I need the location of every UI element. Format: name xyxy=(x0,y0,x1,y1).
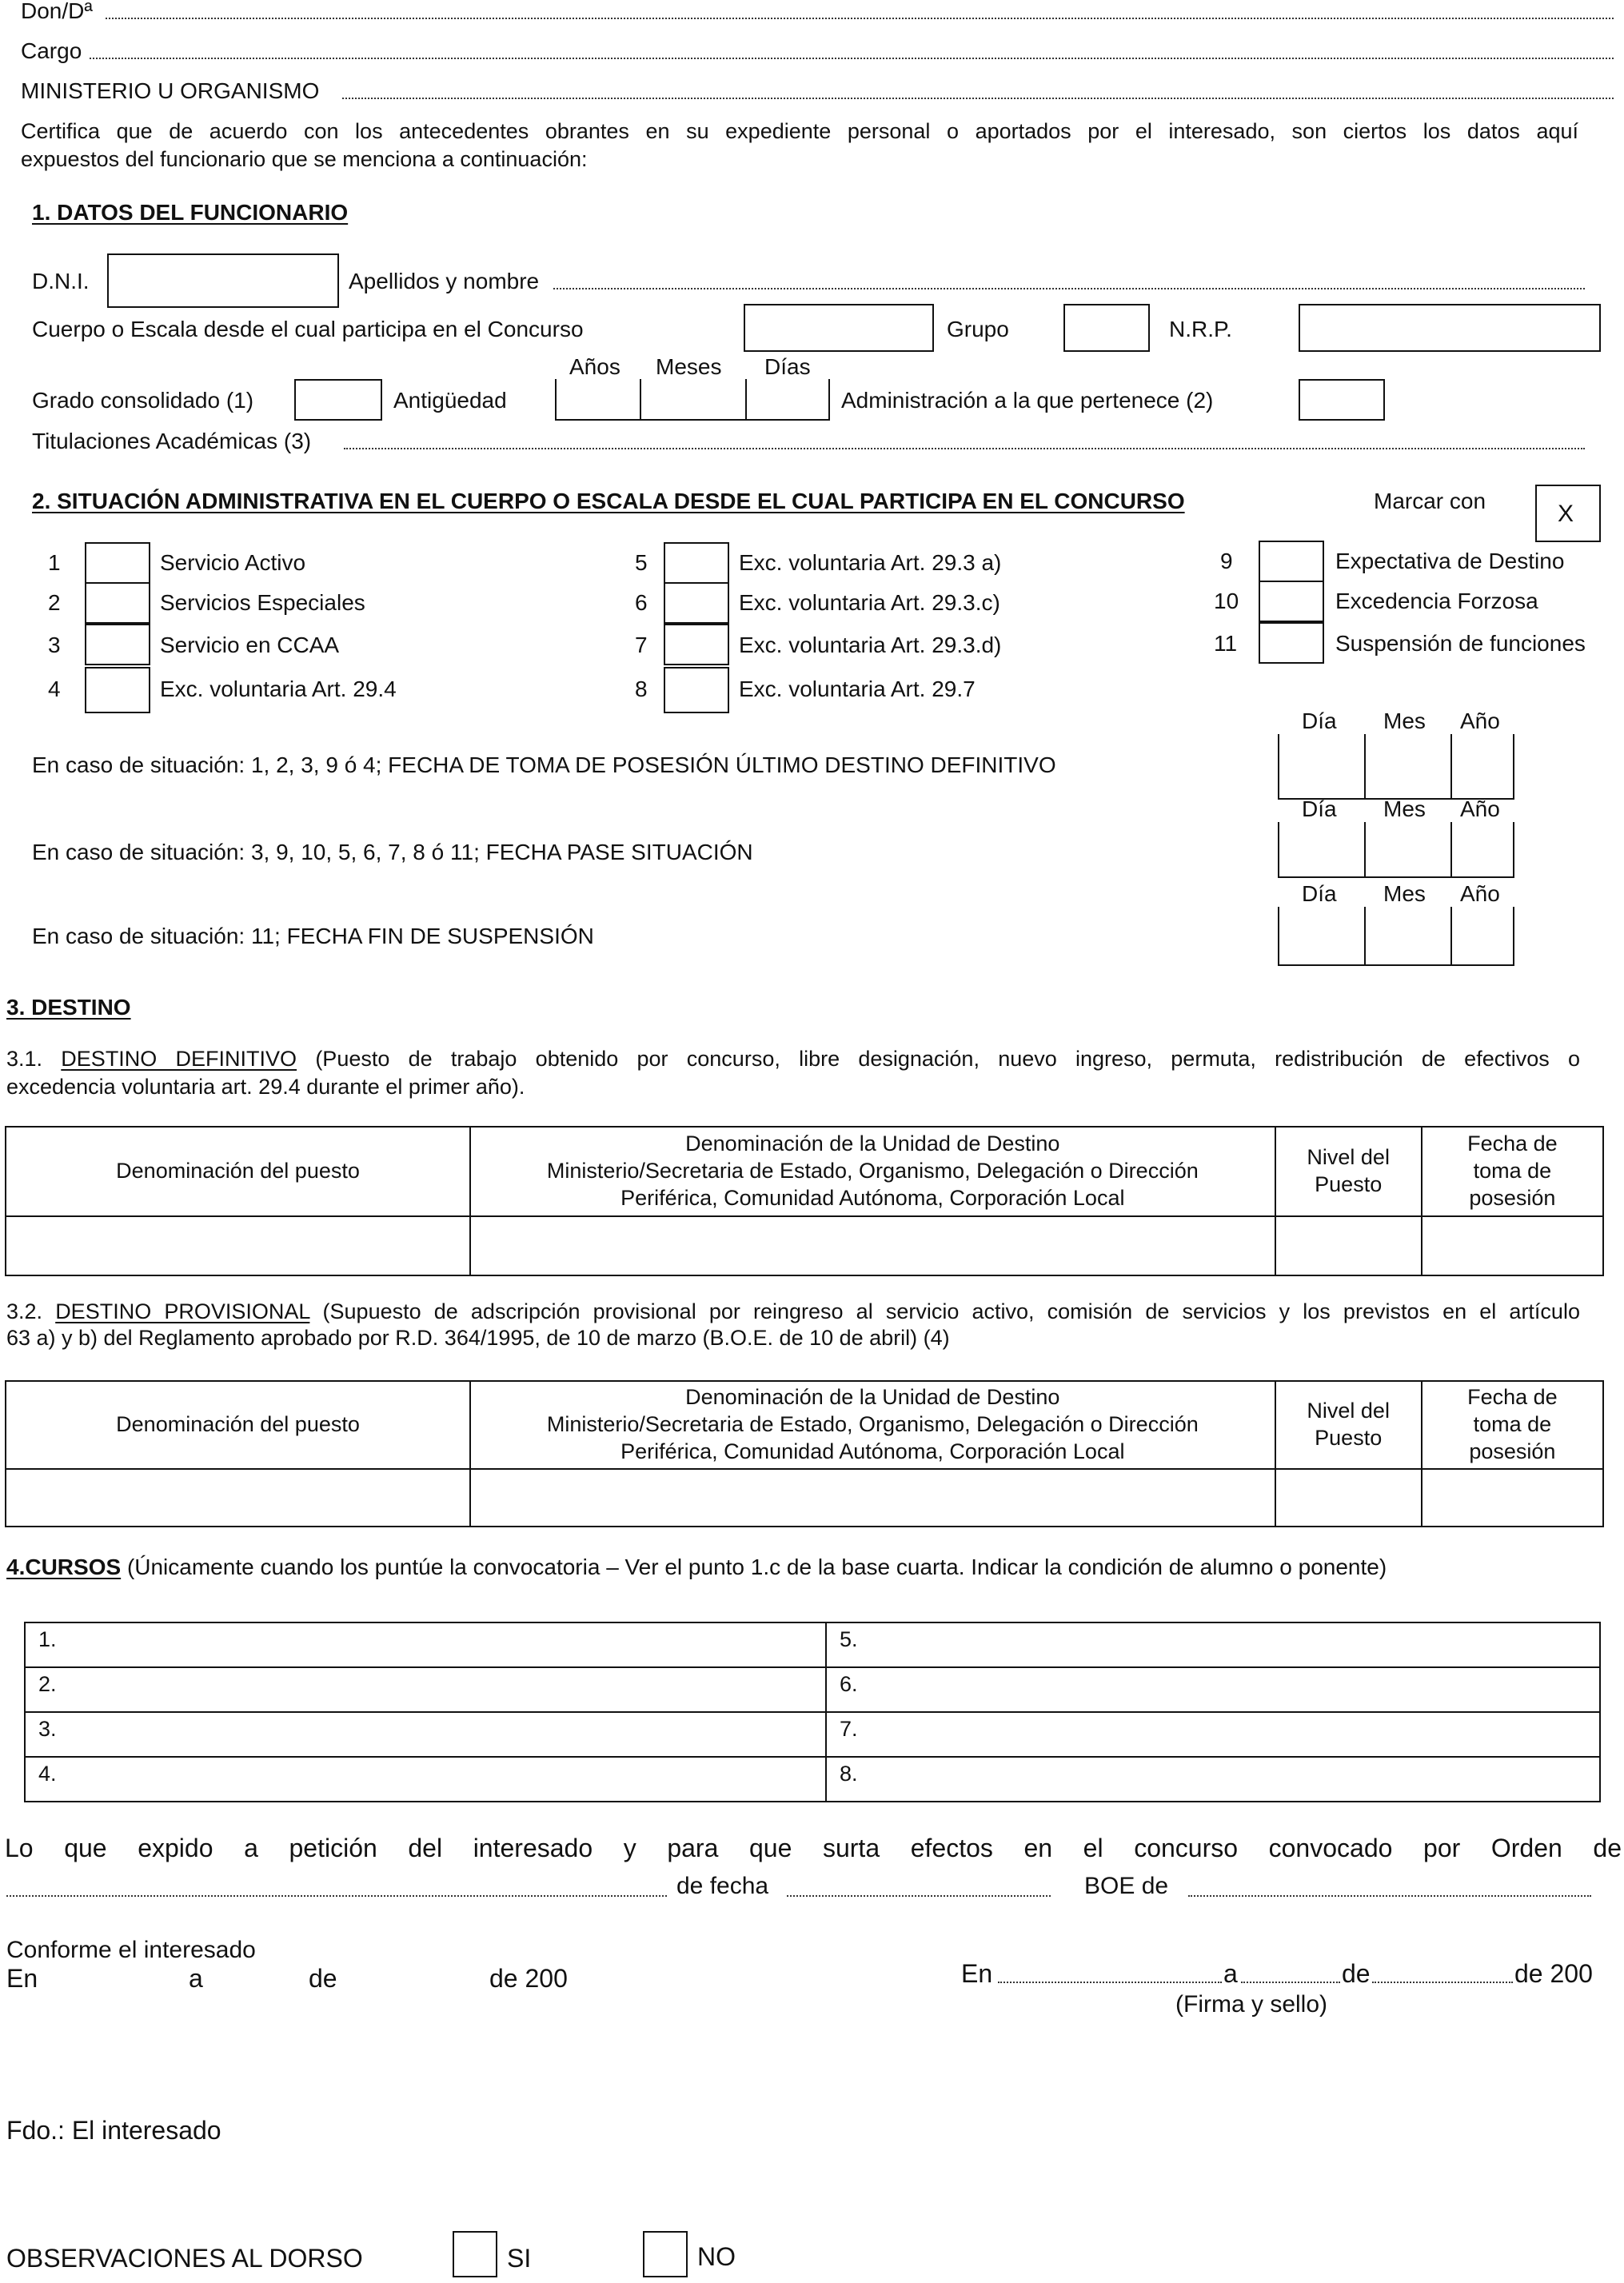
curso-4-cell[interactable]: 4. xyxy=(25,1757,826,1802)
curso-8-cell[interactable]: 8. xyxy=(826,1757,1600,1802)
destino-provisional-line-1: 3.2. DESTINO PROVISIONAL (Supuesto de adscripción provisional por reingreso al servicio activo, comisión de servicios y los previstos en el artículo xyxy=(6,1299,1580,1323)
definitivo-unidad-cell[interactable] xyxy=(470,1216,1275,1275)
fecha3-bracket-sep2 xyxy=(1450,907,1452,966)
no-label: NO xyxy=(697,2242,736,2271)
meses-label: Meses xyxy=(656,354,722,379)
de-right: de xyxy=(1342,1959,1371,1988)
cargo-field[interactable] xyxy=(90,58,1614,59)
sit-9-label: Expectativa de Destino xyxy=(1335,549,1565,573)
sit-11-num: 11 xyxy=(1214,631,1238,656)
antiguedad-bottom[interactable] xyxy=(555,419,830,421)
cursos-table xyxy=(24,1622,1601,1802)
sit-7-label: Exc. voluntaria Art. 29.3.d) xyxy=(739,633,1002,657)
de200-left: de 200 xyxy=(489,1964,568,1993)
antiguedad-sep1 xyxy=(640,379,641,421)
dni-label: D.N.I. xyxy=(32,269,90,293)
sit-4-label: Exc. voluntaria Art. 29.4 xyxy=(160,677,397,701)
destino-provisional-line-2: 63 a) y b) del Reglamento aprobado por R.D. 364/1995, de 10 de marzo (B.O.E. de 10 de abril) (4) xyxy=(6,1326,950,1350)
nrp-label: N.R.P. xyxy=(1169,317,1232,341)
en-left: En xyxy=(6,1964,38,1993)
curso-3-cell[interactable]: 3. xyxy=(25,1712,826,1757)
don-field[interactable] xyxy=(106,18,1614,19)
de-left: de xyxy=(309,1964,337,1993)
sit-10-label: Excedencia Forzosa xyxy=(1335,589,1538,613)
marcar-x: X xyxy=(1558,501,1574,527)
definitivo-fecha-cell[interactable] xyxy=(1422,1216,1603,1275)
nrp-box[interactable] xyxy=(1299,304,1601,352)
col-puesto-2: Denominación del puesto xyxy=(6,1381,470,1469)
destino-definitivo-table xyxy=(5,1126,1604,1276)
don-label: Don/Dª xyxy=(21,0,93,23)
fecha3-ano-label: Año xyxy=(1460,881,1500,906)
administracion-box[interactable] xyxy=(1299,379,1385,421)
cargo-label: Cargo xyxy=(21,38,82,63)
provisional-puesto-cell[interactable] xyxy=(6,1469,470,1527)
col-unidad-2: Denominación de la Unidad de Destino Ministerio/Secretaria de Estado, Organismo, Delegación o Dirección Periférica, Comunidad Autónoma, Corporación Local xyxy=(470,1381,1275,1469)
section-3-title: 3. DESTINO xyxy=(6,995,131,1020)
fdo-label: Fdo.: El interesado xyxy=(6,2116,221,2145)
grupo-label: Grupo xyxy=(947,317,1009,341)
grado-label: Grado consolidado (1) xyxy=(32,388,254,413)
section-4-header: 4.CURSOS (Únicamente cuando los puntúe la convocatoria – Ver el punto 1.c de la base cuarta. Indicar la condición de alumno o ponente) xyxy=(6,1555,1387,1579)
ministerio-label: MINISTERIO U ORGANISMO xyxy=(21,78,320,103)
fecha2-bracket-sep1 xyxy=(1364,822,1366,878)
fecha-field[interactable] xyxy=(787,1895,1051,1897)
curso-1-cell[interactable]: 1. xyxy=(25,1622,826,1667)
sit-6-num: 6 xyxy=(635,590,648,615)
observaciones-label: OBSERVACIONES AL DORSO xyxy=(6,2244,363,2273)
fecha3-mes-label: Mes xyxy=(1383,881,1426,906)
col-nivel-2: Nivel del Puesto xyxy=(1275,1381,1422,1469)
sit-6-label: Exc. voluntaria Art. 29.3.c) xyxy=(739,590,1000,615)
section-2-title: 2. SITUACIÓN ADMINISTRATIVA EN EL CUERPO O ESCALA DESDE EL CUAL PARTICIPA EN EL CONCURSO xyxy=(32,489,1185,513)
boe-label: BOE de xyxy=(1084,1873,1169,1899)
provisional-fecha-cell[interactable] xyxy=(1422,1469,1603,1527)
sit-2-label: Servicios Especiales xyxy=(160,590,365,615)
fecha1-dia-label: Día xyxy=(1302,708,1337,733)
cuerpo-label: Cuerpo o Escala desde el cual participa en el Concurso xyxy=(32,317,584,341)
marcar-label: Marcar con xyxy=(1374,489,1486,513)
section-1-title: 1. DATOS DEL FUNCIONARIO xyxy=(32,200,349,225)
certifica-line-2: expuestos del funcionario que se menciona a continuación: xyxy=(21,147,588,171)
fecha3-label: En caso de situación: 11; FECHA FIN DE SUSPENSIÓN xyxy=(32,924,594,948)
fecha2-ano-label: Año xyxy=(1460,796,1500,821)
apellidos-field[interactable] xyxy=(553,288,1585,289)
sit-2-num: 2 xyxy=(48,590,61,615)
col-unidad: Denominación de la Unidad de Destino Ministerio/Secretaria de Estado, Organismo, Delegación o Dirección Periférica, Comunidad Autónoma, Corporación Local xyxy=(470,1127,1275,1216)
provisional-nivel-cell[interactable] xyxy=(1275,1469,1422,1527)
sit-9-num: 9 xyxy=(1220,549,1233,573)
a-right: a xyxy=(1223,1959,1238,1988)
sit-11-label: Suspensión de funciones xyxy=(1335,631,1586,656)
boe-field[interactable] xyxy=(1188,1895,1591,1897)
curso-5-cell[interactable]: 5. xyxy=(826,1622,1600,1667)
sit-8-num: 8 xyxy=(635,677,648,701)
fecha2-bracket-left xyxy=(1278,822,1279,878)
fecha1-bracket-sep1 xyxy=(1364,734,1366,800)
fecha2-mes-label: Mes xyxy=(1383,796,1426,821)
fecha1-label: En caso de situación: 1, 2, 3, 9 ó 4; FECHA DE TOMA DE POSESIÓN ÚLTIMO DESTINO DEFINITIVO xyxy=(32,752,1056,777)
sit-10-box[interactable] xyxy=(1259,581,1324,622)
antiguedad-left xyxy=(555,379,557,421)
antiguedad-right xyxy=(828,379,830,421)
cuerpo-box[interactable] xyxy=(744,304,934,352)
sit-3-box[interactable] xyxy=(85,624,150,665)
expido-line: Lo que expido a petición del interesado y para que surta efectos en el concurso convocado por Orden de xyxy=(5,1834,1622,1862)
fecha1-bracket-right xyxy=(1513,734,1514,800)
si-label: SI xyxy=(507,2244,532,2273)
de200-right: de 200 xyxy=(1514,1959,1593,1988)
fecha3-bracket-left xyxy=(1278,907,1279,966)
sit-7-num: 7 xyxy=(635,633,648,657)
fecha1-bracket-sep2 xyxy=(1450,734,1452,800)
titulaciones-label: Titulaciones Académicas (3) xyxy=(32,429,312,453)
en-right: En xyxy=(961,1959,993,1988)
curso-6-cell[interactable]: 6. xyxy=(826,1667,1600,1712)
fecha1-bracket-left xyxy=(1278,734,1279,800)
fecha2-label: En caso de situación: 3, 9, 10, 5, 6, 7, 8 ó 11; FECHA PASE SITUACIÓN xyxy=(32,840,753,864)
anos-label: Años xyxy=(569,354,620,379)
fecha3-bracket-right xyxy=(1513,907,1514,966)
fecha1-ano-label: Año xyxy=(1460,708,1500,733)
grupo-box[interactable] xyxy=(1063,304,1150,352)
definitivo-puesto-cell[interactable] xyxy=(6,1216,470,1275)
sit-11-box[interactable] xyxy=(1259,622,1324,664)
a-right-field[interactable] xyxy=(1241,1982,1340,1983)
firma-label: (Firma y sello) xyxy=(1175,1991,1328,2018)
dias-label: Días xyxy=(764,354,811,379)
conforme-label: Conforme el interesado xyxy=(6,1937,256,1963)
sit-2-box[interactable] xyxy=(85,582,150,624)
fecha2-dia-label: Día xyxy=(1302,796,1337,821)
antiguedad-sep2 xyxy=(745,379,747,421)
fecha2-field[interactable] xyxy=(1278,876,1514,878)
sit-3-num: 3 xyxy=(48,633,61,657)
sit-5-num: 5 xyxy=(635,550,648,575)
sit-3-label: Servicio en CCAA xyxy=(160,633,340,657)
col-fecha: Fecha de toma de posesión xyxy=(1422,1127,1603,1216)
sit-1-label: Servicio Activo xyxy=(160,550,306,575)
de-right-field[interactable] xyxy=(1372,1982,1513,1983)
col-puesto: Denominación del puesto xyxy=(6,1127,470,1216)
sit-8-label: Exc. voluntaria Art. 29.7 xyxy=(739,677,976,701)
a-left: a xyxy=(189,1964,203,1993)
sit-6-box[interactable] xyxy=(664,582,729,624)
no-checkbox[interactable] xyxy=(643,2231,688,2277)
fecha2-bracket-sep2 xyxy=(1450,822,1452,878)
fecha3-field[interactable] xyxy=(1278,964,1514,966)
sit-9-box[interactable] xyxy=(1259,541,1324,582)
sit-4-box[interactable] xyxy=(85,667,150,713)
sit-7-box[interactable] xyxy=(664,624,729,665)
administracion-label: Administración a la que pertenece (2) xyxy=(841,388,1214,413)
antiguedad-label: Antigüedad xyxy=(393,388,507,413)
fecha2-bracket-right xyxy=(1513,822,1514,878)
definitivo-nivel-cell[interactable] xyxy=(1275,1216,1422,1275)
col-fecha-2: Fecha de toma de posesión xyxy=(1422,1381,1603,1469)
destino-definitivo-line-2: excedencia voluntaria art. 29.4 durante el primer año). xyxy=(6,1075,525,1099)
provisional-unidad-cell[interactable] xyxy=(470,1469,1275,1527)
en-right-field[interactable] xyxy=(998,1982,1222,1983)
dni-box[interactable] xyxy=(107,253,339,308)
sit-4-num: 4 xyxy=(48,677,61,701)
sit-1-box[interactable] xyxy=(85,542,150,584)
titulaciones-field[interactable] xyxy=(344,448,1585,449)
grado-box[interactable] xyxy=(294,379,382,421)
destino-provisional-table xyxy=(5,1380,1604,1527)
fecha3-bracket-sep1 xyxy=(1364,907,1366,966)
ministerio-field[interactable] xyxy=(342,98,1614,99)
col-nivel: Nivel del Puesto xyxy=(1275,1127,1422,1216)
si-checkbox[interactable] xyxy=(453,2231,497,2277)
curso-7-cell[interactable]: 7. xyxy=(826,1712,1600,1757)
sit-5-label: Exc. voluntaria Art. 29.3 a) xyxy=(739,550,1002,575)
certifica-line-1: Certifica que de acuerdo con los antecedentes obrantes en su expediente personal o aportados por el interesado, son ciertos los datos aquí xyxy=(21,119,1578,143)
sit-1-num: 1 xyxy=(48,550,61,575)
orden-field[interactable] xyxy=(6,1895,667,1897)
destino-definitivo-line-1: 3.1. DESTINO DEFINITIVO (Puesto de trabajo obtenido por concurso, libre designación, nuevo ingreso, permuta, redistribución de efectivos o xyxy=(6,1047,1580,1071)
sit-10-num: 10 xyxy=(1214,589,1239,613)
apellidos-label: Apellidos y nombre xyxy=(349,269,540,293)
fecha1-mes-label: Mes xyxy=(1383,708,1426,733)
curso-2-cell[interactable]: 2. xyxy=(25,1667,826,1712)
de-fecha-label: de fecha xyxy=(676,1873,769,1899)
sit-5-box[interactable] xyxy=(664,542,729,584)
sit-8-box[interactable] xyxy=(664,667,729,713)
fecha3-dia-label: Día xyxy=(1302,881,1337,906)
